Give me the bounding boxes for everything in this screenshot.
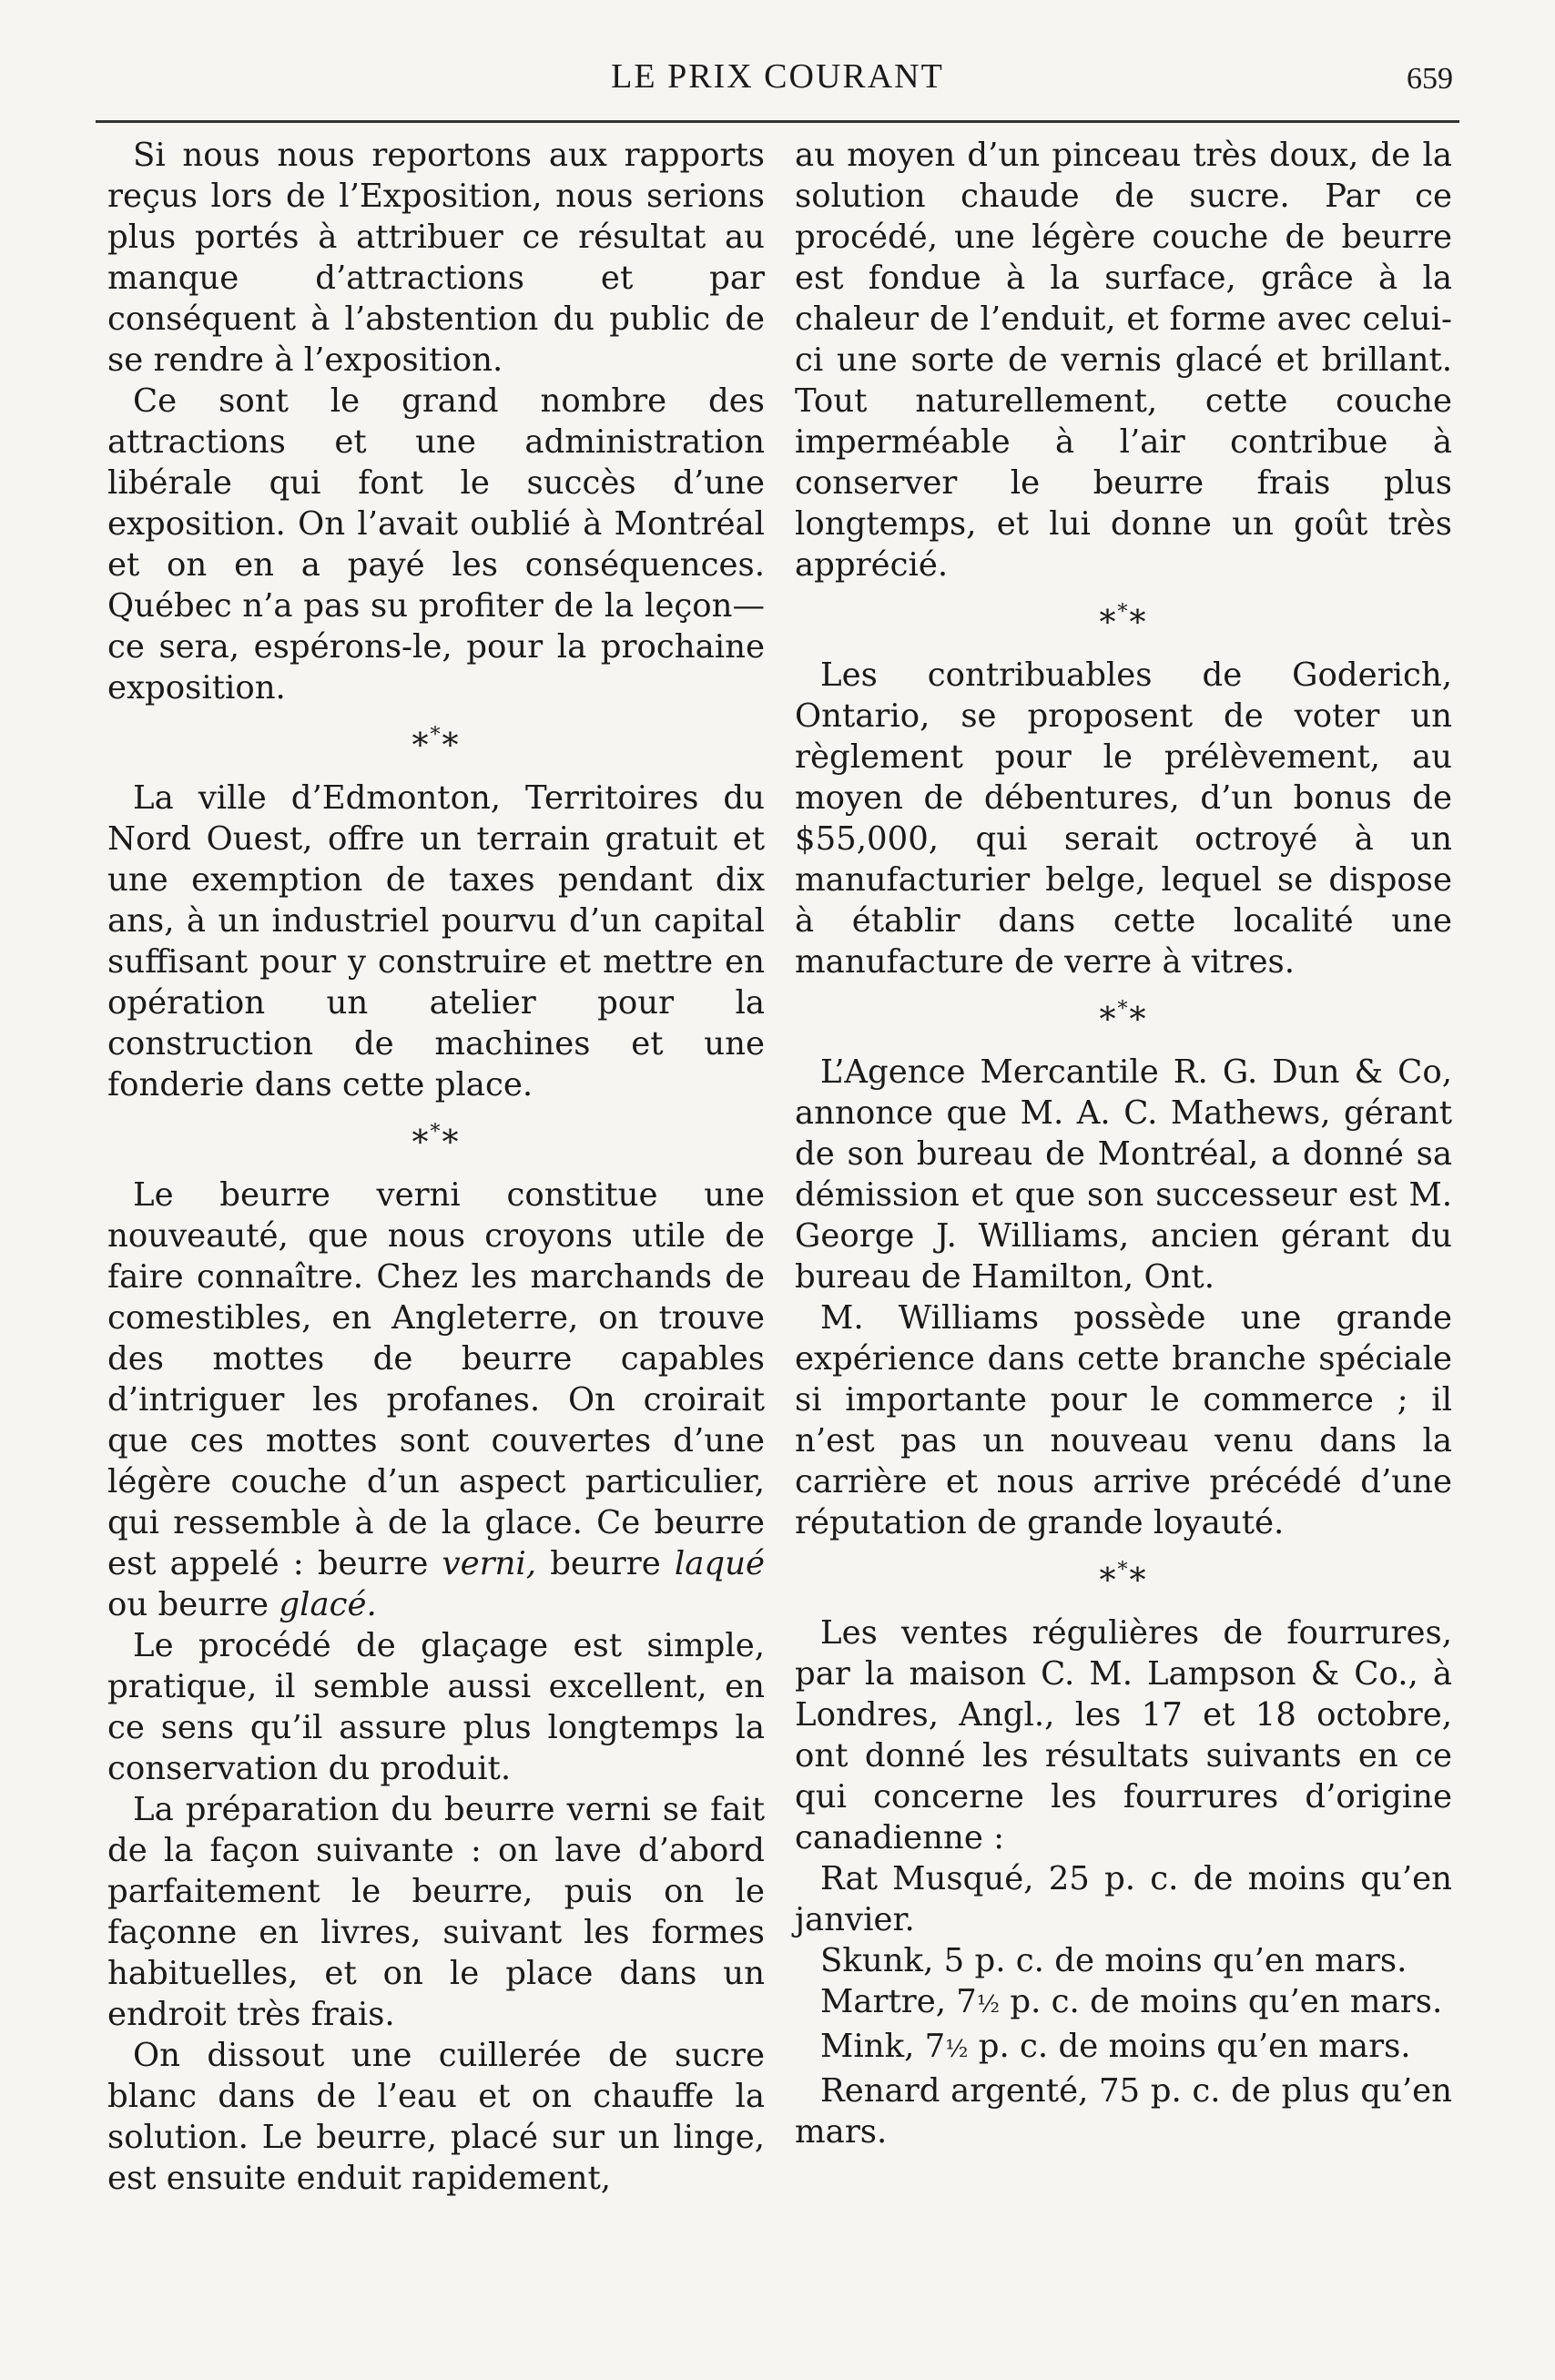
separator-star: * — [412, 727, 431, 765]
paragraph-agence-dun: L’Agence Mercantile R. G. Dun & Co, annonce que M. A. C. Mathews, gérant de son bureau de Montréal, a donné sa démission et que son successeur est M. George J. Williams, ancien gérant du bureau de Hamilton, Ont. — [795, 1053, 1452, 1296]
separator-star: * — [1129, 605, 1148, 642]
paragraph-attractions: Ce sont le grand nombre des attractions et une administration libérale qui font le succès d’une exposition. On l’avait oublié à Montréal et on en a payé les conséquences. Québec n’a pas su profiter de la leçon—ce sera, espérons-le, pour la prochaine exposition. — [107, 382, 765, 707]
paragraph-procede: Le procédé de glaçage est simple, pratique, il semble aussi excellent, en ce sens qu’il assure plus longtemps la conservation du produit. — [107, 1627, 765, 1787]
running-title: LE PRIX COURANT — [611, 57, 944, 96]
page-number: 659 — [1407, 62, 1453, 96]
separator-star-raised: * — [430, 1121, 442, 1144]
term-glace: glacé. — [279, 1586, 377, 1623]
separator-star: * — [1129, 1002, 1148, 1039]
paragraph-exposition: Si nous nous reportons aux rapports reçus lors de l’Exposition, nous serions plus portés à attribuer ce résultat au manque d’attractions et par conséquent à l’abstention du public de se rendre à l’exposition. — [107, 137, 765, 379]
fur-martre: Martre, 7½ p. c. de moins qu’en mars. — [820, 1983, 1443, 2020]
separator-star-raised: * — [1117, 998, 1130, 1021]
section-separator — [107, 721, 765, 765]
section-separator — [795, 598, 1452, 642]
page-header — [0, 56, 1555, 104]
section-separator — [795, 995, 1452, 1039]
paragraph-williams: M. Williams possède une grande expérience dans cette branche spéciale si importante pour le commerce ; il n’est pas un nouveau venu dans la carrière et nous arrive précédé d’une réputation de grande loyauté. — [795, 1299, 1452, 1541]
paragraph-preparation: La préparation du beurre verni se fait de la façon suivante : on lave d’abord parfaitement le beurre, puis on le façonne en livres, suivant les formes habituelles, et on le place dans un endroit très frais. — [107, 1791, 765, 2033]
paragraph-pinceau: au moyen d’un pinceau très doux, de la solution chaude de sucre. Par ce procédé, une légère couche de beurre est fondue à la surface, grâce à la chaleur de l’enduit, et forme avec celui-ci une sorte de vernis glacé et brillant. Tout naturellement, cette couche imperméable à l’air contribue à conserver le beurre frais plus longtemps, et lui donne un goût très apprécié. — [795, 137, 1452, 584]
fur-renard-argente: Renard argenté, 75 p. c. de plus qu’en mars. — [795, 2072, 1452, 2151]
paragraph-goderich: Les contribuables de Goderich, Ontario, se proposent de voter un règlement pour le prélèvement, au moyen de débentures, d’un bonus de $55,000, qui serait octroyé à un manufacturier belge, lequel se dispose à établir dans cette localité une manufacture de verre à vitres. — [795, 656, 1452, 981]
left-column — [107, 135, 765, 2199]
fur-mink: Mink, 7½ p. c. de moins qu’en mars. — [820, 2028, 1411, 2065]
separator-star: * — [1099, 605, 1118, 642]
term-laque: laqué — [674, 1545, 765, 1582]
separator-star: * — [442, 727, 461, 765]
paragraph-fourrures: Les ventes régulières de fourrures, par la maison C. M. Lampson & Co., à Londres, Angl., les 17 et 18 octobre, ont donné les résultats suivants en ce qui concerne les fourrures d’origine canadienne : — [795, 1614, 1452, 1856]
separator-star-raised: * — [430, 724, 442, 747]
term-verni: verni, — [442, 1545, 537, 1582]
separator-star-raised: * — [1117, 601, 1130, 624]
separator-star: * — [1099, 1562, 1118, 1600]
paragraph-beurre-verni: Le beurre verni constitue une nouveauté, que nous croyons utile de faire connaître. Chez les marchands de comestibles, en Angleterre, on trouve des mottes de beurre capables d’intriguer les profanes. On croirait que ces mottes sont couvertes d’une légère couche d’un aspect particulier, qui ressemble à de la glace. Ce beurre est appelé : beurre verni, beurre laqué ou beurre glacé. — [107, 1176, 765, 1623]
fur-rat-musque: Rat Musqué, 25 p. c. de moins qu’en janvier. — [795, 1860, 1452, 1938]
section-separator — [795, 1556, 1452, 1600]
separator-star-raised: * — [1117, 1559, 1130, 1582]
fur-skunk: Skunk, 5 p. c. de moins qu’en mars. — [820, 1942, 1408, 1979]
separator-star: * — [442, 1124, 461, 1162]
separator-star: * — [1129, 1562, 1148, 1600]
header-rule — [96, 120, 1459, 123]
separator-star: * — [1099, 1002, 1118, 1039]
section-separator — [107, 1118, 765, 1162]
paragraph-edmonton: La ville d’Edmonton, Territoires du Nord Ouest, offre un terrain gratuit et une exemption de taxes pendant dix ans, à un industriel pourvu d’un capital suffisant pour y construire et mettre en opération un atelier pour la construction de machines et une fonderie dans cette place. — [107, 779, 765, 1104]
paragraph-dissout: On dissout une cuillerée de sucre blanc dans de l’eau et on chauffe la solution. Le beurre, placé sur un linge, est ensuite enduit rapidement, — [107, 2037, 765, 2197]
right-column — [795, 135, 1452, 2152]
separator-star: * — [412, 1124, 431, 1162]
